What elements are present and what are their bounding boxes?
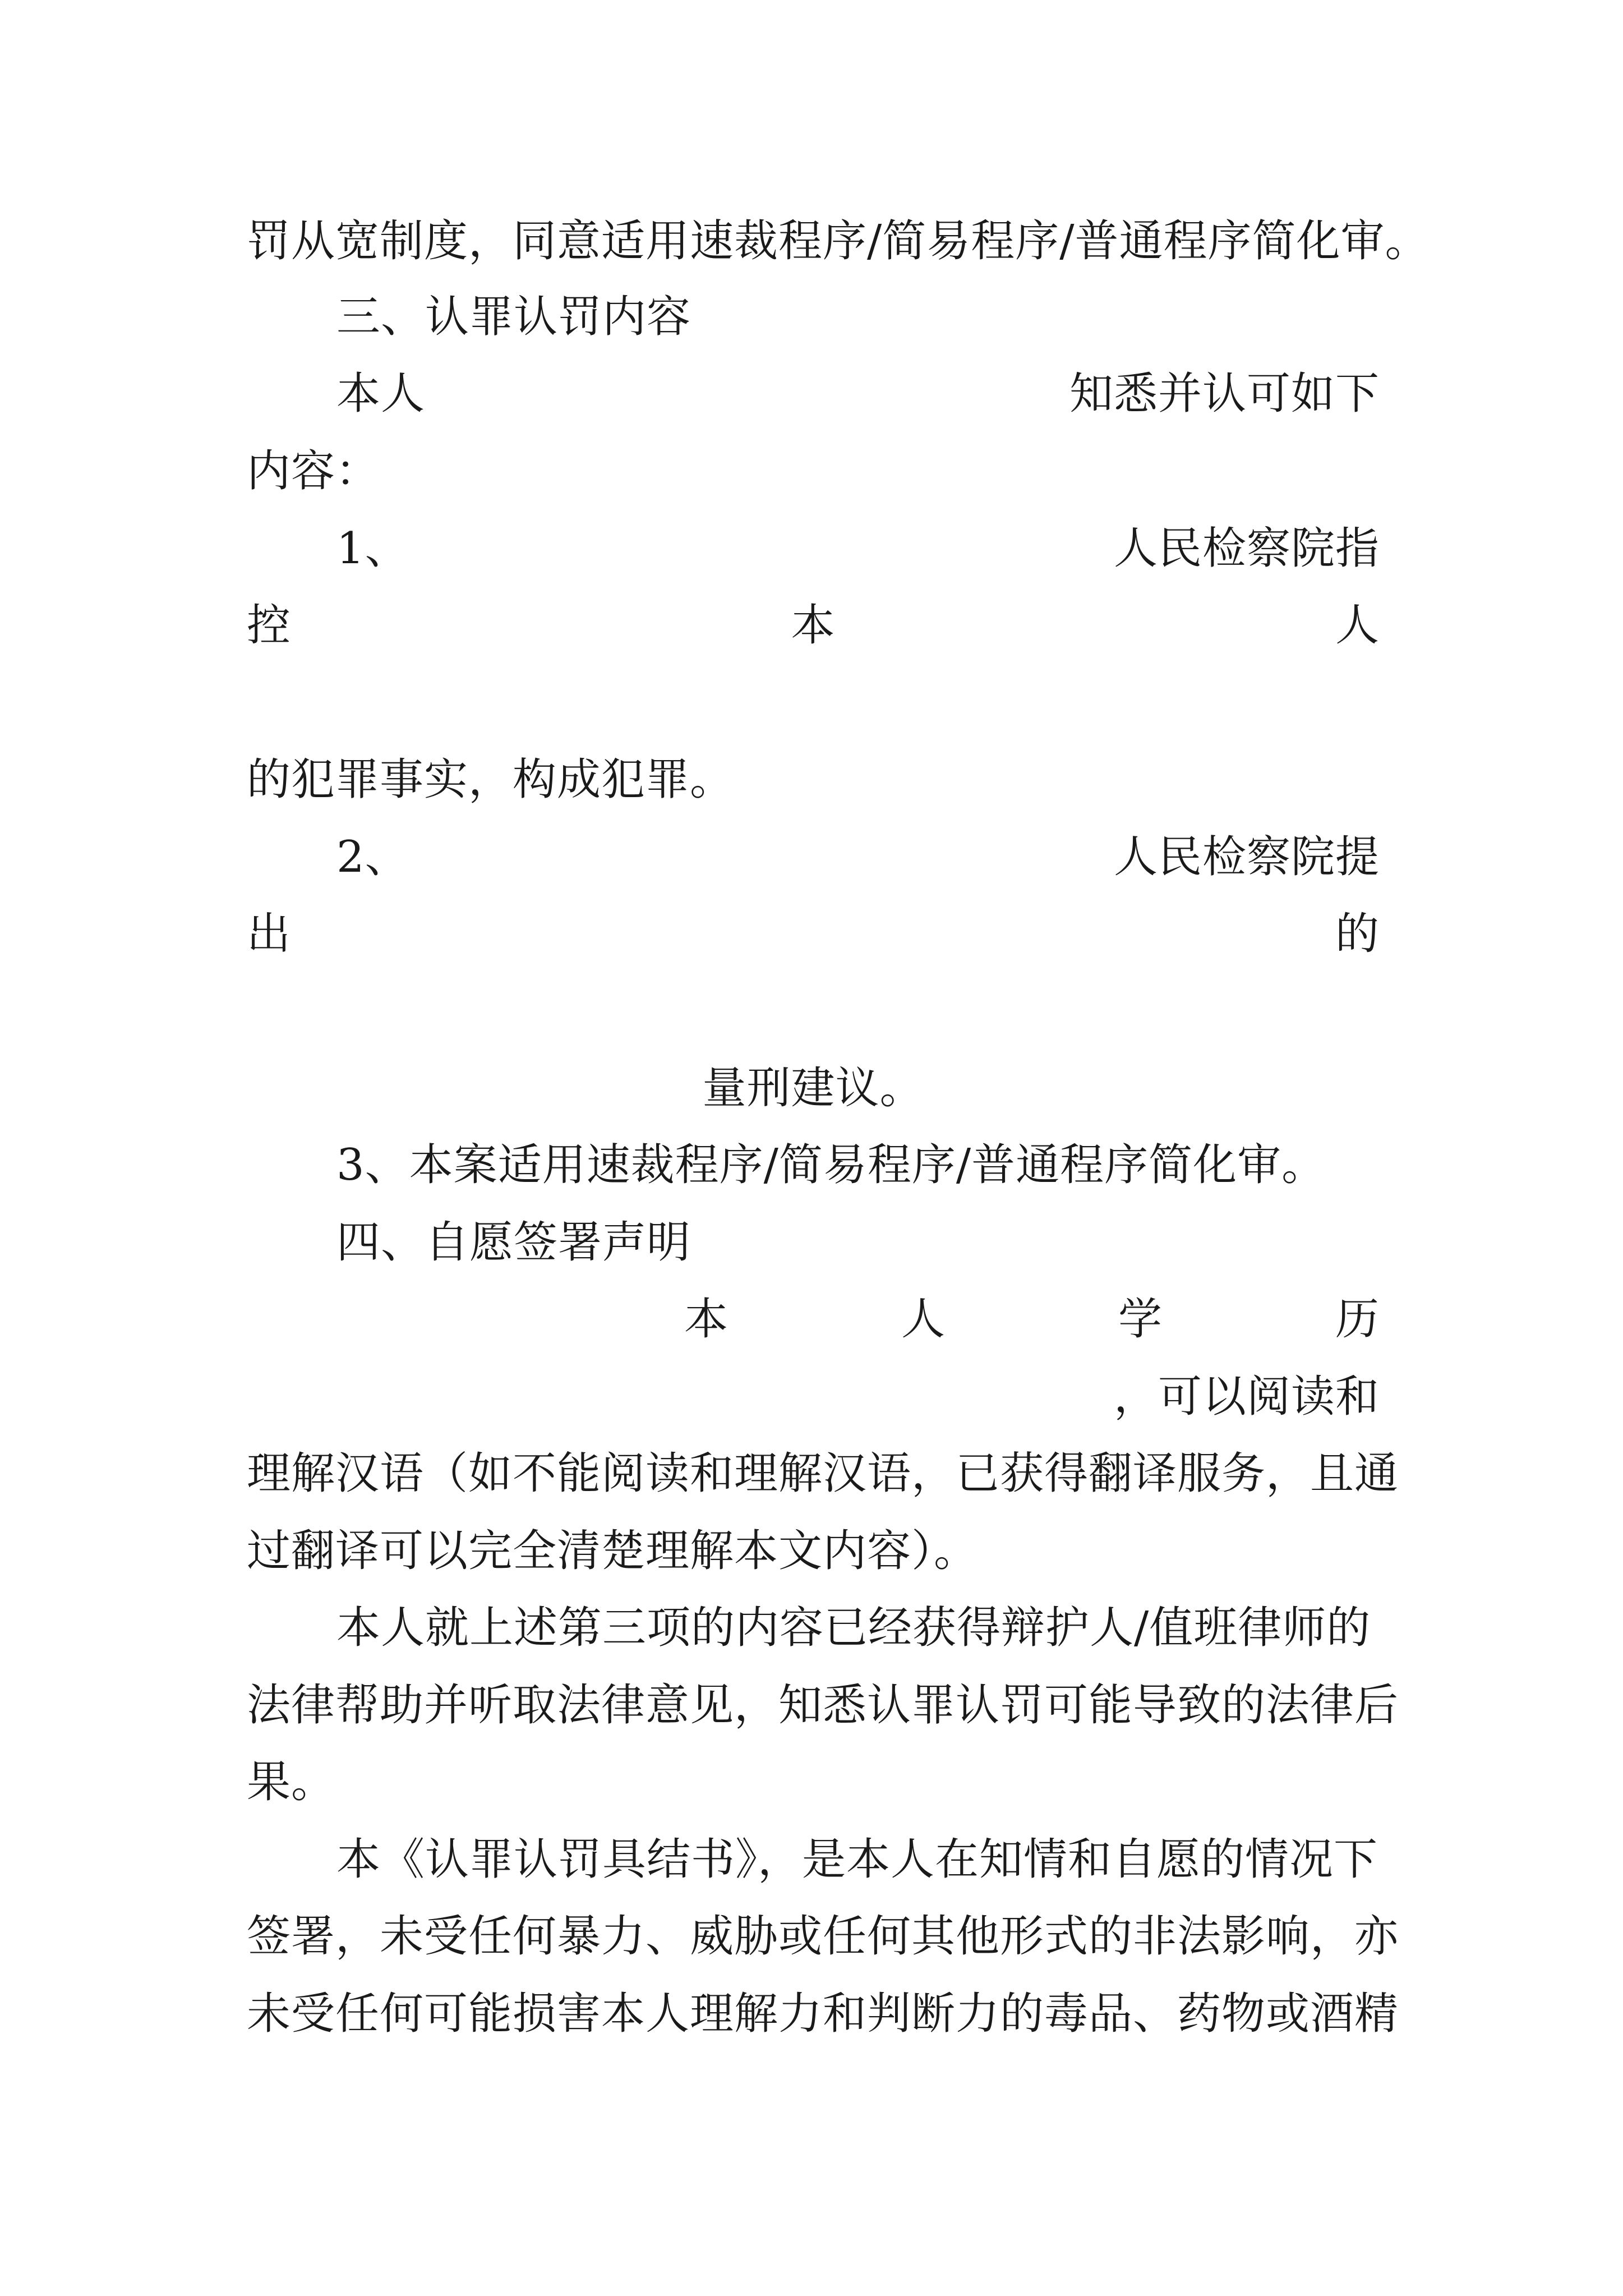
text-line-9-b: 的 <box>1335 909 1380 959</box>
text-line-21-content: 签署，未受任何暴力、威胁或任何其他形式的非法影响，亦 <box>247 1911 1399 1962</box>
text-line-6-a: 控 <box>247 600 292 651</box>
text-line-6-c: 人 <box>1335 600 1380 651</box>
text-line-4-content: 内容： <box>247 446 380 496</box>
text-line-4 <box>247 438 1380 505</box>
text-line-5-right: 人民检察院指 <box>1113 523 1380 574</box>
text-line-6-b: 本 <box>791 600 836 651</box>
text-line-13 <box>684 1286 1380 1353</box>
text-line-8-left: 2、 <box>336 832 409 882</box>
text-line-20-content: 本《认罪认罚具结书》，是本人在知情和自愿的情况下 <box>336 1834 1378 1885</box>
text-line-13-c: 学 <box>1118 1294 1163 1345</box>
text-line-15 <box>247 1440 1399 1507</box>
text-line-10 <box>247 1055 1380 1122</box>
text-line-20 <box>336 1826 1380 1893</box>
section-heading-4-text: 四、自愿签署声明 <box>336 1217 691 1268</box>
text-line-11 <box>336 1131 1380 1199</box>
text-line-5 <box>336 515 1380 582</box>
text-line-8-right: 人民检察院提 <box>1113 832 1380 882</box>
text-line-3-right: 知悉并认可如下 <box>1069 369 1380 419</box>
section-heading-3 <box>336 283 1380 351</box>
text-line-9-a: 出 <box>247 909 292 959</box>
section-heading-4 <box>336 1209 1380 1276</box>
text-line-22-content: 未受任何可能损害本人理解力和判断力的毒品、药物或酒精 <box>247 1989 1399 2039</box>
text-line-16-content: 过翻译可以完全清楚理解本文内容）。 <box>247 1526 979 1576</box>
text-line-16 <box>247 1517 1380 1585</box>
text-line-9 <box>247 900 1380 968</box>
text-line-19-content: 果。 <box>247 1757 336 1807</box>
text-line-18-content: 法律帮助并听取法律意见，知悉认罪认罚可能导致的法律后 <box>247 1680 1399 1731</box>
text-line-17 <box>336 1594 1380 1662</box>
section-heading-3-text: 三、认罪认罚内容 <box>336 292 691 342</box>
text-line-14-content: ，可以阅读和 <box>1113 1372 1380 1422</box>
text-line-14 <box>247 1363 1380 1430</box>
text-line-3-left: 本人 <box>336 369 426 419</box>
text-line-7 <box>247 746 1380 813</box>
text-line-6 <box>247 592 1380 659</box>
text-line-1-content: 罚从宽制度，同意适用速裁程序/简易程序/普通程序简化审。 <box>247 216 1430 266</box>
text-line-3 <box>336 360 1380 427</box>
text-line-7-content: 的犯罪事实，构成犯罪。 <box>247 754 735 805</box>
text-line-22 <box>247 1980 1399 2047</box>
text-line-13-d: 历 <box>1335 1294 1380 1345</box>
text-line-21 <box>247 1903 1399 1970</box>
text-line-5-left: 1、 <box>336 523 409 574</box>
text-line-18 <box>247 1672 1399 1739</box>
text-line-17-content: 本人就上述第三项的内容已经获得辩护人/值班律师的 <box>336 1603 1371 1653</box>
text-line-8 <box>336 823 1380 891</box>
text-line-13-b: 人 <box>901 1294 946 1345</box>
text-line-19 <box>247 1749 1380 1816</box>
text-line-11-content: 3、本案适用速裁程序/简易程序/普通程序简化审。 <box>336 1140 1326 1190</box>
text-line-15-content: 理解汉语（如不能阅读和理解汉语，已获得翻译服务，且通 <box>247 1448 1399 1499</box>
text-line-1 <box>247 208 1430 275</box>
text-line-10-content: 量刑建议。 <box>702 1063 924 1114</box>
text-line-13-a: 本 <box>684 1294 729 1345</box>
